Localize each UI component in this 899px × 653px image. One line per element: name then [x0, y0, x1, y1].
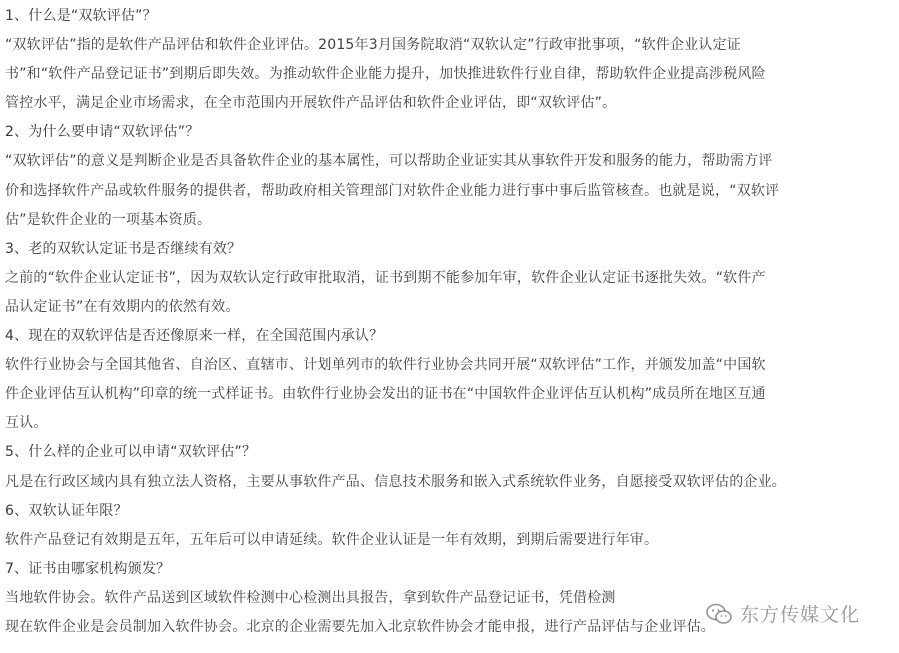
question-4: 4、现在的双软评估是否还像原来一样，在全国范围内承认？	[5, 328, 384, 345]
answer-3-line-1: 之前的“软件企业认定证书”，因为双软认定行政审批取消，证书到期不能参加年审，软件企业认定证书逐批失效。“软件产	[5, 269, 766, 286]
answer-1-line-3: 管控水平，满足企业市场需求，在全市范围内开展软件产品评估和软件企业评估，即“双软评估”。	[5, 95, 617, 112]
answer-1-line-1: “双软评估”指的是软件产品评估和软件企业评估。2015年3月国务院取消“双软认定”行政审批事项，“软件企业认定证	[5, 37, 741, 54]
answer-7-line-2: 现在软件企业是会员制加入软件协会。北京的企业需要先加入北京软件协会才能申报，进行产品评估与企业评估。	[5, 618, 715, 635]
answer-6-line-1: 软件产品登记有效期是五年，五年后可以申请延续。软件企业认证是一年有效期，到期后需要进行年审。	[5, 531, 659, 548]
question-7: 7、证书由哪家机构颁发？	[5, 560, 171, 577]
question-1: 1、什么是“双软评估”？	[5, 8, 157, 24]
question-5: 5、什么样的企业可以申请“双软评估”？	[5, 444, 257, 461]
answer-2-line-1: “双软评估”的意义是判断企业是否具备软件企业的基本属性，可以帮助企业证实其从事软件开发和服务的能力，帮助需方评	[5, 153, 773, 170]
watermark-text: 东方传媒文化	[740, 604, 861, 626]
answer-4-line-2: 件企业评估互认机构”印章的统一式样证书。由软件行业协会发出的证书在“中国软件企业评估互认机构”成员所在地区互通	[5, 386, 766, 403]
question-2: 2、为什么要申请“双软评估”？	[5, 124, 200, 141]
answer-4-line-1: 软件行业协会与全国其他省、自治区、直辖市、计划单列市的软件行业协会共同开展“双软评估”工作，并颁发加盖“中国软	[5, 357, 766, 374]
answer-7-line-1: 当地软件协会。软件产品送到区域软件检测中心检测出具报告，拿到软件产品登记证书，凭借检测	[5, 589, 616, 606]
question-3: 3、老的双软认定证书是否继续有效？	[5, 240, 242, 257]
answer-2-line-3: 估”是软件企业的一项基本资质。	[5, 211, 212, 228]
answer-5-line-1: 凡是在行政区域内具有独立法人资格，主要从事软件产品、信息技术服务和嵌入式系统软件业务，自愿接受双软评估的企业。	[5, 473, 786, 490]
question-6: 6、双软认证年限？	[5, 502, 128, 519]
answer-1-line-2: 书”和“软件产品登记证书”到期后即失效。为推动软件企业能力提升，加快推进软件行业自律，帮助软件企业提高涉税风险	[5, 66, 766, 83]
answer-4-line-3: 互认。	[5, 415, 48, 432]
answer-2-line-2: 价和选择软件产品或软件服务的提供者，帮助政府相关管理部门对软件企业能力进行事中事后监管核查。也就是说，“双软评	[5, 182, 780, 199]
document-body	[5, 2, 895, 642]
answer-3-line-2: 品认定证书”在有效期内的依然有效。	[5, 298, 240, 315]
